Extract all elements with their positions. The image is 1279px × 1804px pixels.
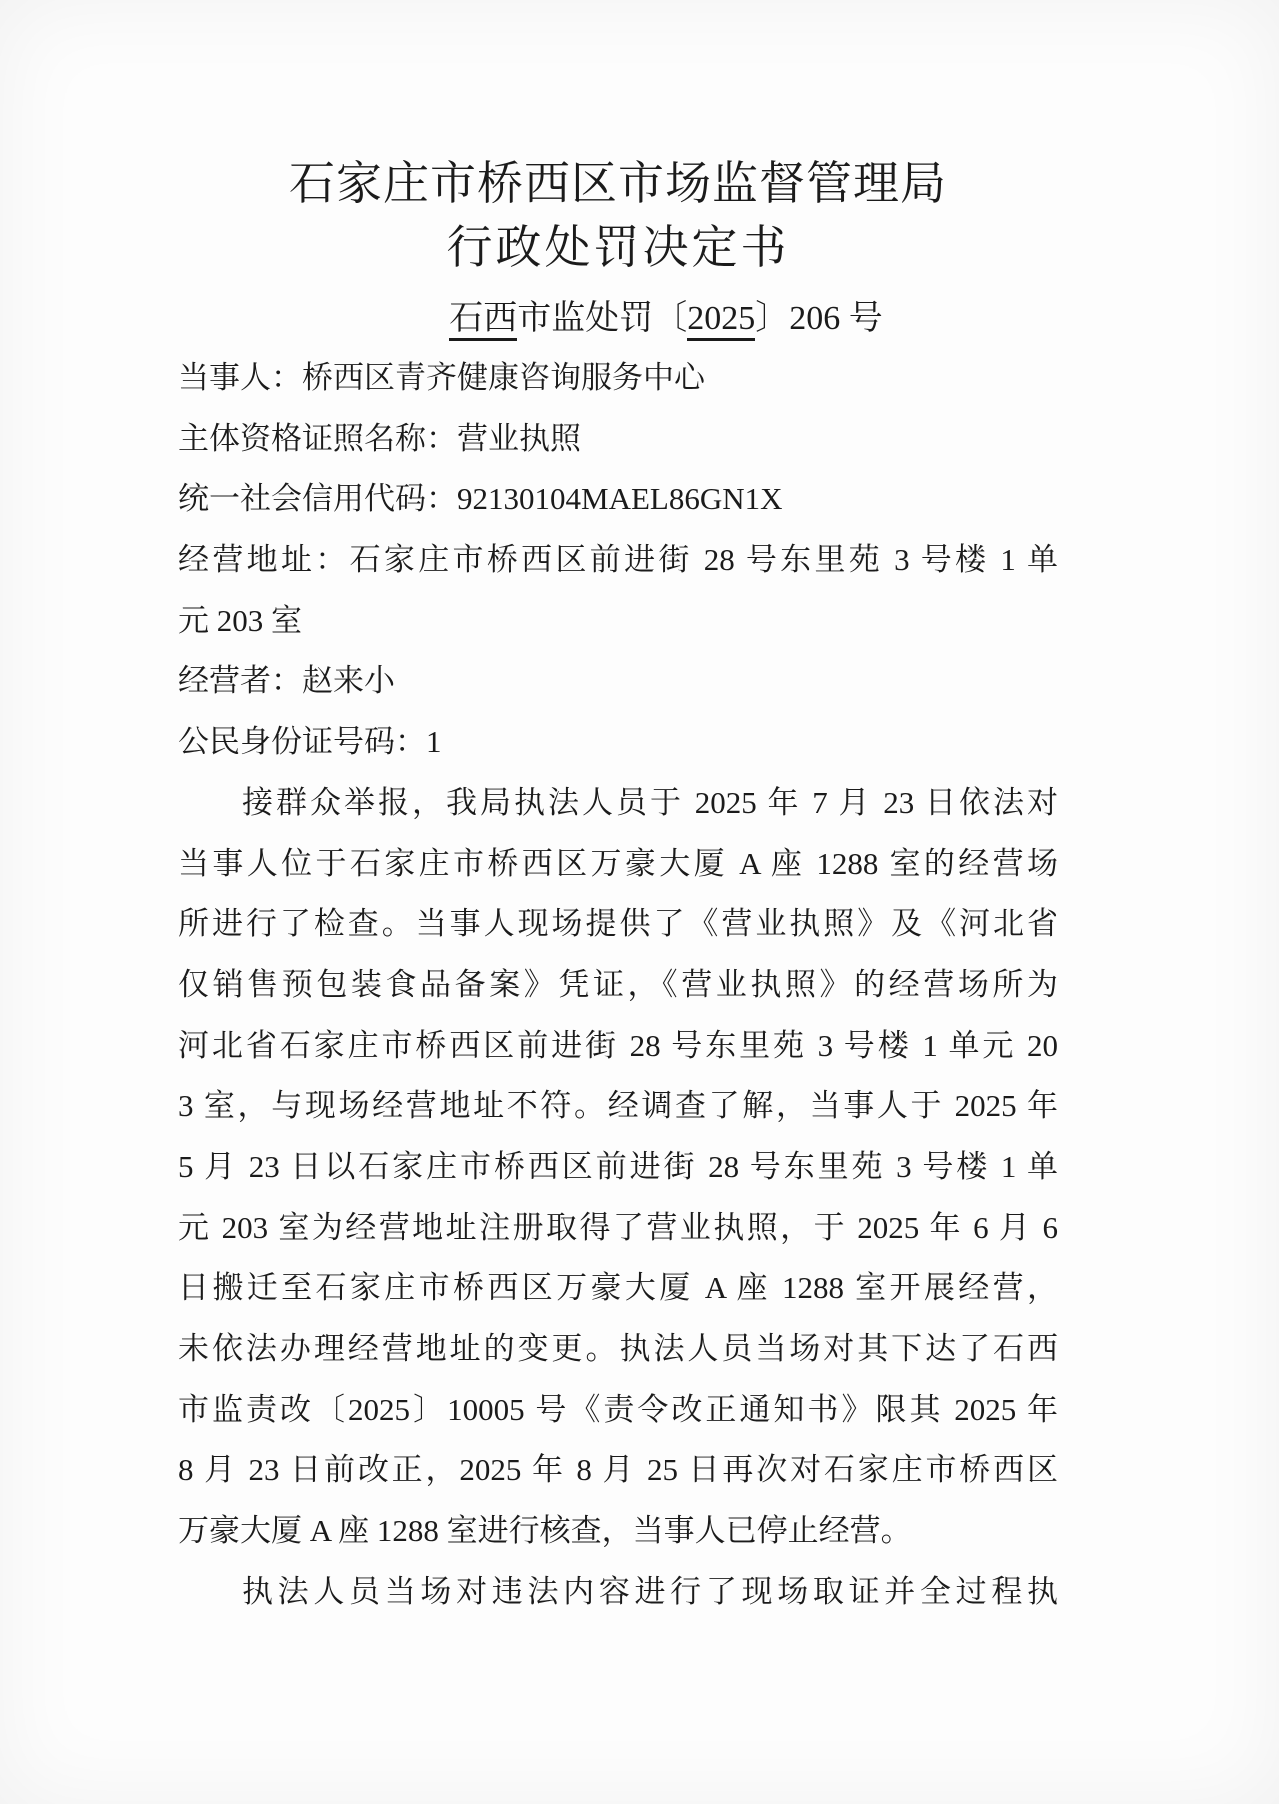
line-body-2: 当事人位于石家庄市桥西区万豪大厦 A 座 1288 室的经营场 <box>178 845 1058 881</box>
line-credit-code: 统一社会信用代码：92130104MAEL86GN1X <box>178 481 783 517</box>
line-body-6: 3 室，与现场经营地址不符。经调查了解，当事人于 2025 年 <box>178 1088 1058 1124</box>
line-body-11: 市监责改〔2025〕10005 号《责令改正通知书》限其 2025 年 <box>178 1391 1058 1427</box>
line-body-8: 元 203 室为经营地址注册取得了营业执照，于 2025 年 6 月 6 <box>178 1209 1058 1245</box>
document-number-underlined-prefix: 石西 <box>449 300 517 341</box>
document-body <box>178 348 1058 1622</box>
document-number <box>178 297 1058 341</box>
line-party: 当事人：桥西区青齐健康咨询服务中心 <box>178 360 705 395</box>
line-address-1: 经营地址：石家庄市桥西区前进街 28 号东里苑 3 号楼 1 单 <box>178 542 1058 578</box>
line-body-12: 8 月 23 日前改正，2025 年 8 月 25 日再次对石家庄市桥西区 <box>178 1452 1058 1488</box>
line-body-4: 仅销售预包装食品备案》凭证，《营业执照》的经营场所为 <box>178 966 1058 1002</box>
line-body-1: 接群众举报，我局执法人员于 2025 年 7 月 23 日依法对 <box>242 784 1058 820</box>
line-license-name: 主体资格证照名称：营业执照 <box>178 420 581 456</box>
line-body-7: 5 月 23 日以石家庄市桥西区前进街 28 号东里苑 3 号楼 1 单 <box>178 1148 1058 1184</box>
document-type-title: 行政处罚决定书 <box>446 222 790 273</box>
authority-title: 石家庄市桥西区市场监督管理局 <box>289 158 947 209</box>
line-body-10: 未依法办理经营地址的变更。执法人员当场对其下达了石西 <box>178 1331 1058 1366</box>
line-body-3: 所进行了检查。当事人现场提供了《营业执照》及《河北省 <box>178 906 1058 942</box>
line-operator: 经营者：赵来小 <box>178 663 395 699</box>
document-number-suffix: 〕206 号 <box>755 300 883 337</box>
document-number-underlined-year: 2025 <box>687 300 755 341</box>
document-number-middle: 市监处罚〔 <box>517 300 688 337</box>
line-id-number: 公民身份证号码：1 <box>178 724 442 760</box>
line-address-2: 元 203 室 <box>178 602 302 638</box>
line-body-9: 日搬迁至石家庄市桥西区万豪大厦 A 座 1288 室开展经营， <box>178 1270 1058 1306</box>
line-body-14: 执法人员当场对违法内容进行了现场取证并全过程执 <box>242 1573 1058 1609</box>
line-body-5: 河北省石家庄市桥西区前进街 28 号东里苑 3 号楼 1 单元 20 <box>178 1027 1058 1063</box>
line-body-13: 万豪大厦 A 座 1288 室进行核查，当事人已停止经营。 <box>178 1513 912 1549</box>
